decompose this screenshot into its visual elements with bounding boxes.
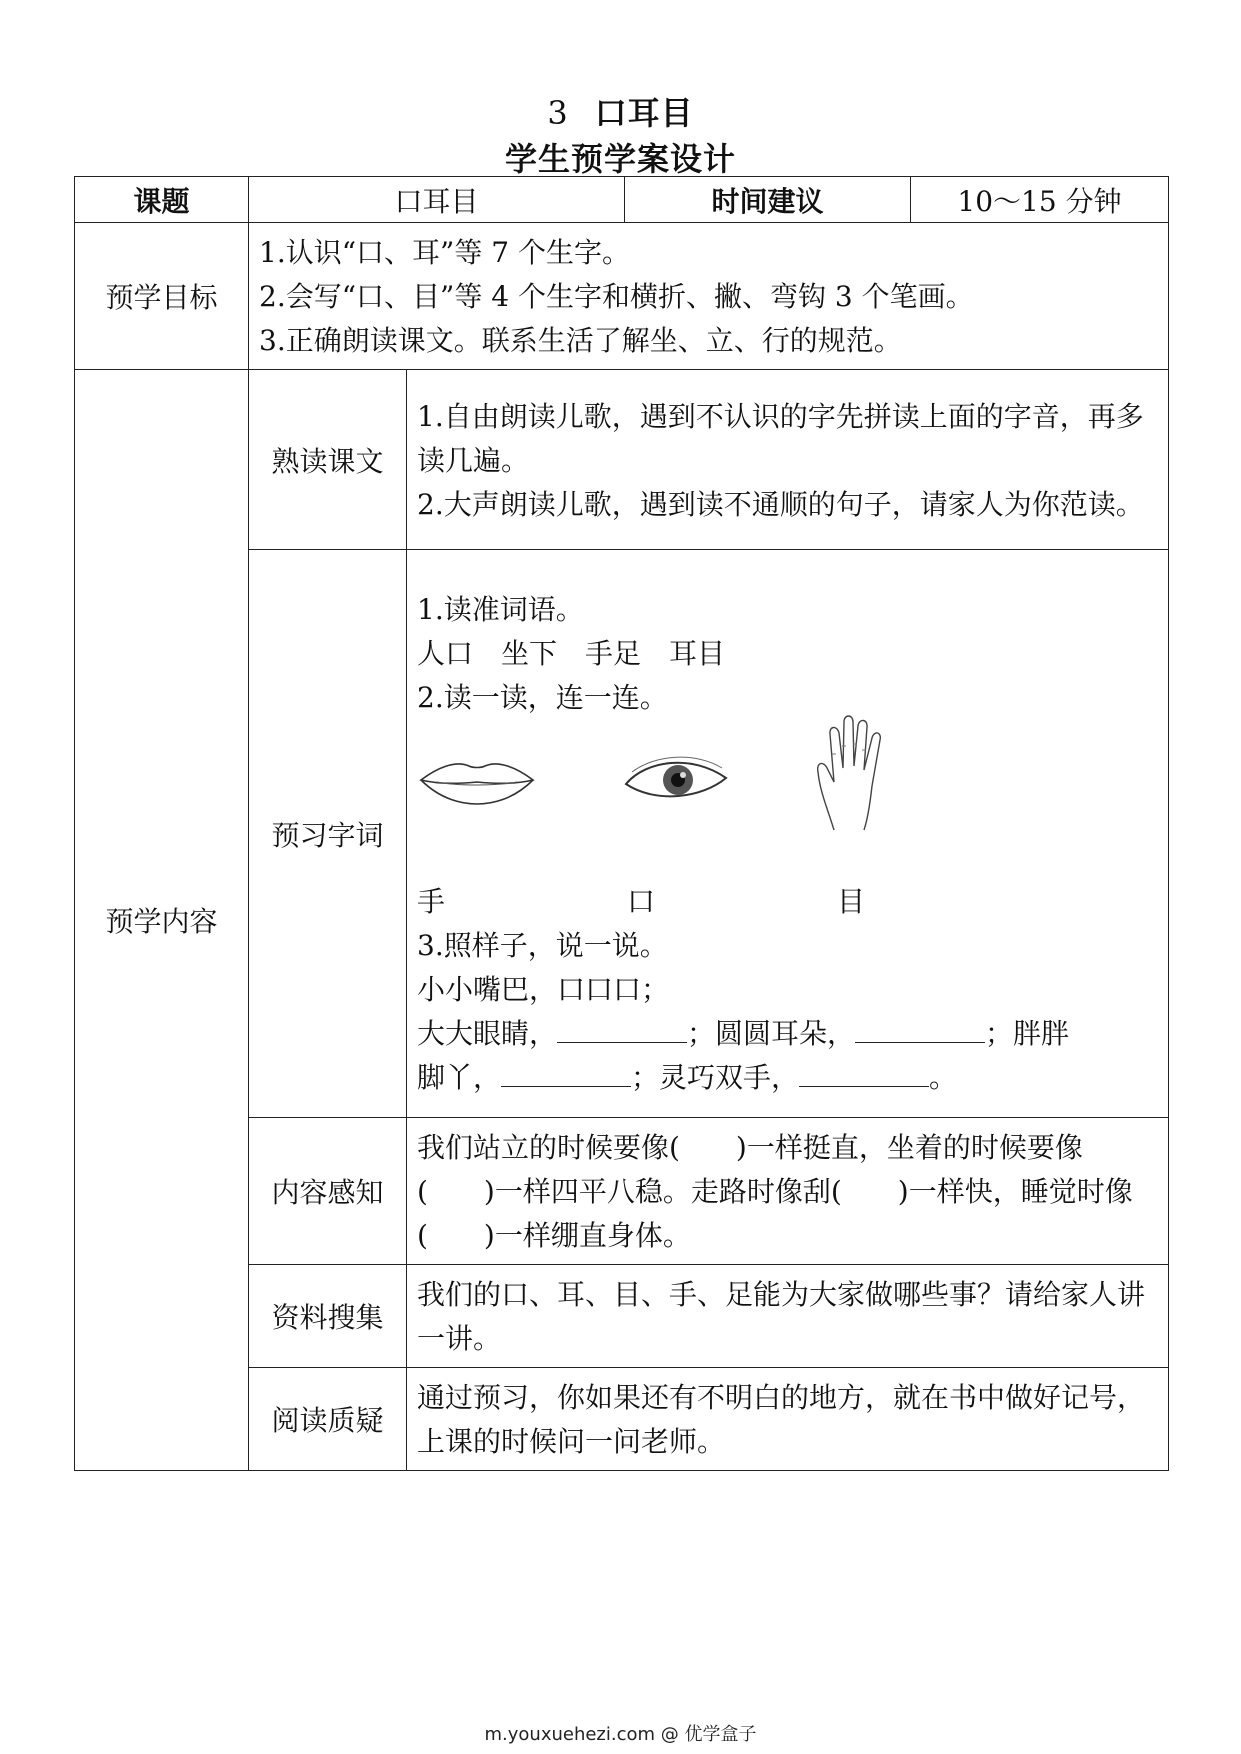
question-text: 通过预习，你如果还有不明白的地方，就在书中做好记号，上课的时候问一问老师。 [407,1368,1169,1471]
read-text-item: 1.自由朗读儿歌，遇到不认识的字先拼读上面的字音，再多读几遍。 [417,399,1144,477]
goals-list [249,223,1169,370]
goal-item: 1.认识“口、耳”等 7 个生字。 [259,236,630,269]
match-char: 目 [837,885,866,918]
goal-item: 3.正确朗读课文。联系生活了解坐、立、行的规范。 [259,324,902,357]
perception-text: 我们站立的时候要像( )一样挺直，坐着的时候要像( )一样四平八稳。走路时像刮( )一样快，睡觉时像( )一样绷直身体。 [407,1118,1169,1265]
page-subtitle: 学生预学案设计 [504,140,736,178]
task1-text: 1.读准词语。 [417,593,584,626]
lesson-title-text: 口耳目 [594,94,694,132]
task2-text: 2.读一读，连一连。 [417,681,668,714]
fill-text: 。 [929,1061,958,1094]
time-label: 时间建议 [625,177,911,223]
topic-row [75,177,1169,223]
lesson-number: 3 [547,94,569,132]
question-label: 阅读质疑 [249,1368,407,1471]
preview-table [74,176,1169,1471]
fill-line-2 [417,1056,1156,1100]
lesson-title [0,88,1241,134]
fill-line-1 [417,1012,1156,1056]
read-text-row [75,370,1169,550]
fill-text: ；胖胖 [985,1017,1070,1050]
mouth-icon [417,750,537,810]
fill-text: ；灵巧双手， [631,1061,800,1094]
eye-icon [622,750,732,810]
research-label: 资料搜集 [249,1265,407,1368]
task3-text: 3.照样子，说一说。 [417,929,668,962]
fill-blank[interactable] [855,1018,985,1043]
example-sentence: 小小嘴巴，口口口； [417,973,670,1006]
picture-strip [417,720,1156,840]
time-value: 10～15 分钟 [911,177,1169,223]
fill-text: 脚丫， [417,1061,502,1094]
match-char: 口 [627,885,656,918]
fill-blank[interactable] [799,1062,929,1087]
read-text-item: 2.大声朗读儿歌，遇到读不通顺的句子，请家人为你范读。 [417,487,1144,521]
words-label: 预习字词 [249,550,407,1118]
words-body [407,550,1169,1118]
footer-watermark: m.youxuehezi.com @ 优学盒子 [484,1724,757,1745]
fill-blank[interactable] [501,1062,631,1087]
goal-item: 2.会写“口、目”等 4 个生字和横折、撇、弯钩 3 个笔画。 [259,280,974,313]
read-text-label: 熟读课文 [249,370,407,550]
match-char: 手 [417,885,446,918]
hand-icon [812,714,898,832]
read-text-body [407,370,1169,550]
goals-label: 预学目标 [75,223,249,370]
match-characters [417,880,1156,924]
word-list: 人口 坐下 手足 耳目 [417,637,726,670]
fill-text: ；圆圆耳朵， [687,1017,856,1050]
perception-label: 内容感知 [249,1118,407,1265]
goals-row [75,223,1169,370]
topic-value: 口耳目 [249,177,625,223]
topic-label: 课题 [75,177,249,223]
fill-text: 大大眼睛， [417,1017,558,1050]
content-label: 预学内容 [75,370,249,1471]
research-text: 我们的口、耳、目、手、足能为大家做哪些事？请给家人讲一讲。 [407,1265,1169,1368]
fill-blank[interactable] [557,1018,687,1043]
